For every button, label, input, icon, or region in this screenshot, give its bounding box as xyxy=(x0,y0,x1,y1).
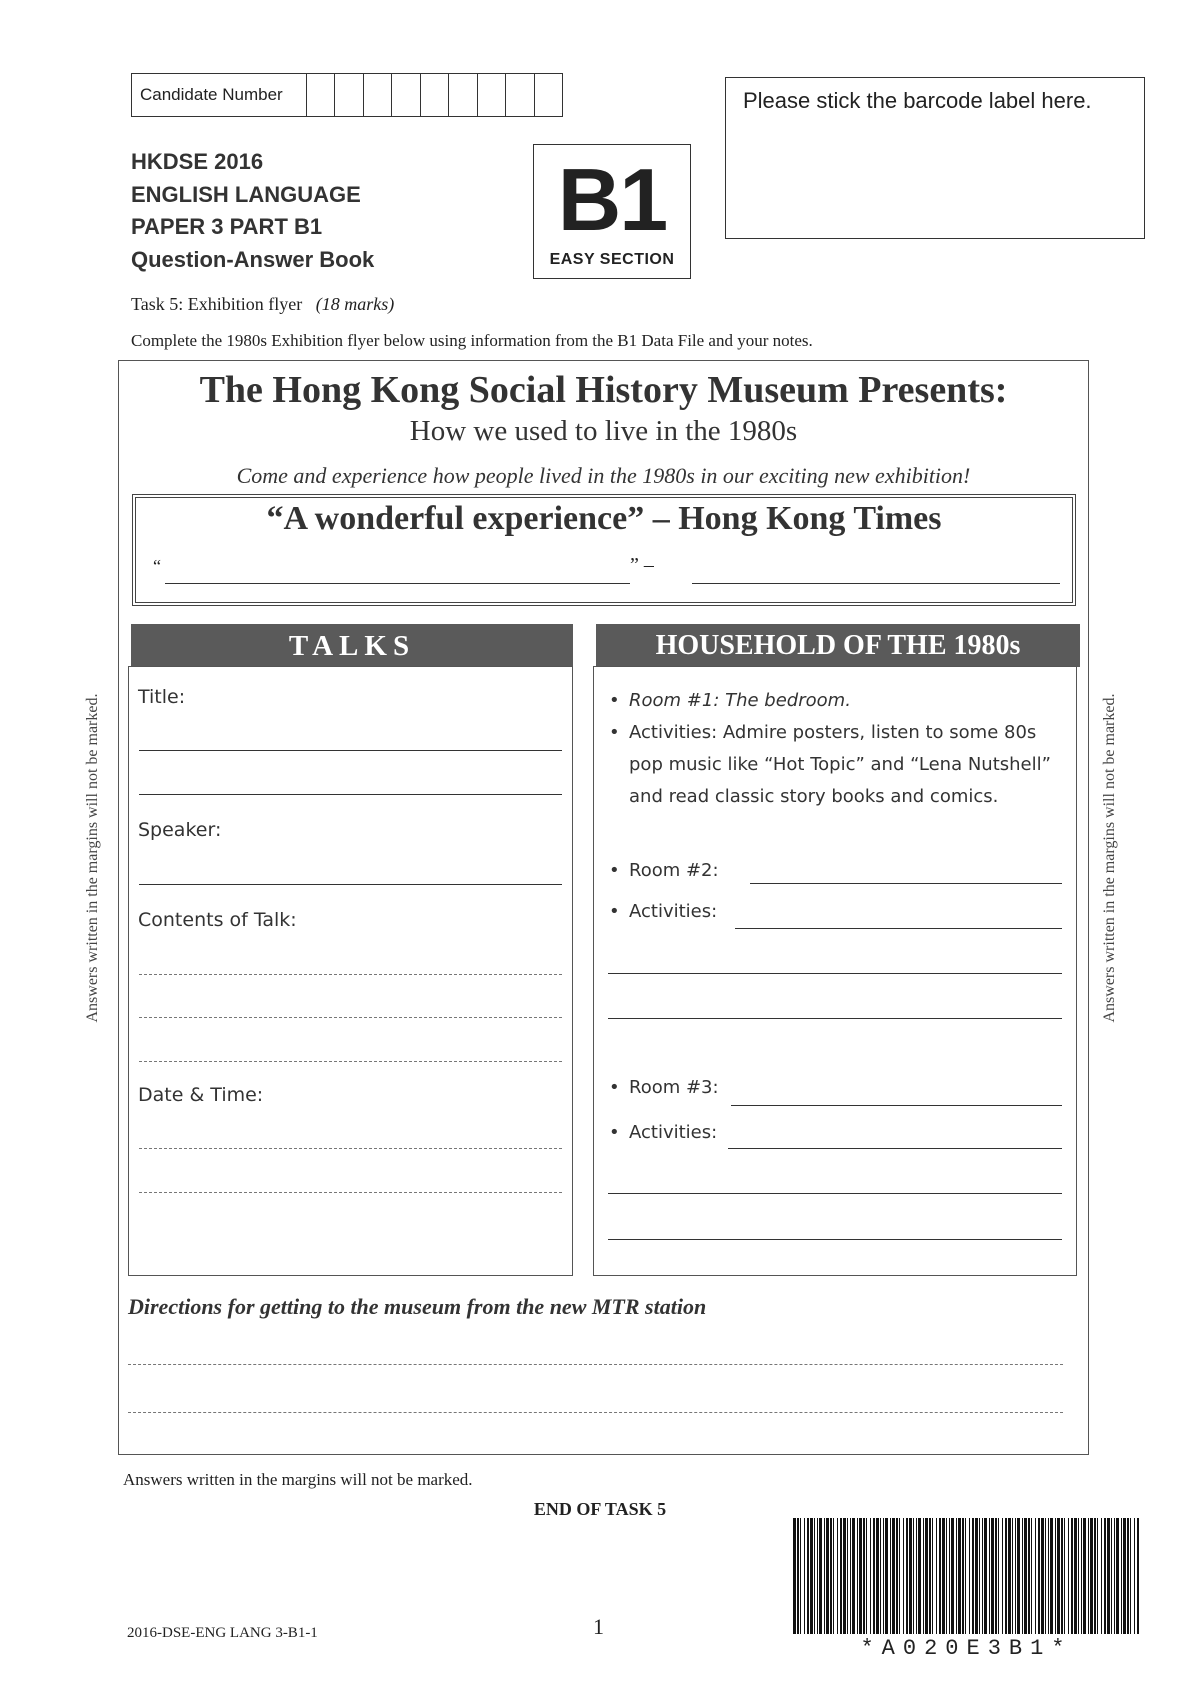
flyer-subtitle: How we used to live in the 1980s xyxy=(409,415,798,447)
room3-activities-answer-line[interactable] xyxy=(608,1193,1062,1194)
candidate-number-box xyxy=(131,73,563,117)
talk-contents-answer-line[interactable] xyxy=(139,974,562,975)
candidate-number-cell[interactable] xyxy=(392,74,420,116)
talks-box xyxy=(128,666,573,1276)
candidate-number-label: Candidate Number xyxy=(132,74,307,116)
exam-year: HKDSE 2016 xyxy=(131,149,264,174)
barcode-bar xyxy=(965,1518,966,1634)
talk-contents-answer-line[interactable] xyxy=(139,1017,562,1018)
household-heading: HOUSEHOLD OF THE 1980s xyxy=(596,624,1080,667)
barcode-bar xyxy=(824,1518,825,1634)
room1-activities-line3: and read classic story books and comics. xyxy=(629,786,999,807)
margin-note-left: Answers written in the margins will not be marked. xyxy=(84,693,101,1023)
barcode-bar xyxy=(896,1518,898,1634)
barcode-bar xyxy=(817,1518,818,1634)
barcode-bar xyxy=(873,1518,875,1634)
quote-close-mark: ” – xyxy=(630,554,654,576)
talk-speaker-label: Speaker: xyxy=(138,819,222,841)
barcode-bar xyxy=(800,1518,801,1634)
barcode-bar xyxy=(903,1518,904,1634)
end-of-task: END OF TASK 5 xyxy=(533,1499,667,1519)
section-code: B1 xyxy=(557,150,667,249)
barcode-bar xyxy=(913,1518,914,1634)
room1-activities-line1: • Activities: Admire posters, listen to some 80s xyxy=(629,717,1036,749)
room1-title: • Room #1: The bedroom. xyxy=(629,685,851,717)
barcode-bar xyxy=(946,1518,947,1634)
barcode-bar xyxy=(1134,1518,1135,1634)
barcode-image xyxy=(793,1518,1140,1634)
room2-activities-label: • Activities: xyxy=(629,896,717,928)
barcode-bar xyxy=(1116,1518,1119,1634)
barcode-bar xyxy=(942,1518,945,1634)
candidate-number-cell[interactable] xyxy=(478,74,506,116)
barcode-bar xyxy=(1127,1518,1129,1634)
barcode-bar xyxy=(925,1518,928,1634)
candidate-number-cell[interactable] xyxy=(506,74,534,116)
page-number: 1 xyxy=(593,1614,604,1639)
barcode-bar xyxy=(1111,1518,1112,1634)
barcode-bar xyxy=(866,1518,867,1634)
barcode-bar xyxy=(1068,1518,1069,1634)
candidate-number-cell[interactable] xyxy=(335,74,363,116)
room3-activities-answer-line[interactable] xyxy=(608,1239,1062,1240)
barcode-bar xyxy=(951,1518,954,1634)
barcode-bar xyxy=(1055,1518,1056,1634)
barcode-bar xyxy=(1107,1518,1110,1634)
barcode-bar xyxy=(840,1518,842,1634)
barcode-bar xyxy=(1061,1518,1063,1634)
margin-note-right: Answers written in the margins will not be marked. xyxy=(1101,693,1118,1023)
barcode-bar xyxy=(916,1518,917,1634)
task-title xyxy=(131,294,394,315)
barcode-bar xyxy=(837,1518,838,1634)
barcode-bar xyxy=(1041,1518,1044,1634)
task-marks: (18 marks) xyxy=(315,294,395,314)
barcode-bar xyxy=(1137,1518,1139,1634)
barcode-bar xyxy=(826,1518,829,1634)
barcode-bar xyxy=(956,1518,957,1634)
room2-activities-answer-line[interactable] xyxy=(608,973,1062,974)
barcode-bar xyxy=(1031,1518,1032,1634)
barcode-bar xyxy=(1130,1518,1131,1634)
barcode-bar xyxy=(1005,1518,1007,1634)
barcode-bar xyxy=(906,1518,908,1634)
directions-label: Directions for getting to the museum from the new MTR station xyxy=(128,1294,707,1319)
talk-date-answer-line[interactable] xyxy=(139,1192,562,1193)
directions-answer-line[interactable] xyxy=(128,1364,1063,1365)
room3-activities-label: • Activities: xyxy=(629,1117,717,1149)
room3-answer-line[interactable] xyxy=(731,1105,1062,1106)
candidate-number-cell[interactable] xyxy=(307,74,335,116)
flyer-tagline: Come and experience how people lived in the 1980s in our exciting new exhibition! xyxy=(236,463,971,488)
barcode-bar xyxy=(1097,1518,1098,1634)
barcode-bar xyxy=(932,1518,933,1634)
barcode-bar xyxy=(949,1518,950,1634)
barcode-bar xyxy=(863,1518,865,1634)
barcode-bar xyxy=(833,1518,834,1634)
barcode-bar xyxy=(1024,1518,1027,1634)
barcode-bar xyxy=(876,1518,879,1634)
room3-label: • Room #3: xyxy=(629,1072,719,1104)
barcode-bar xyxy=(1064,1518,1065,1634)
exam-paper: PAPER 3 PART B1 xyxy=(131,214,323,239)
barcode-bar xyxy=(1028,1518,1030,1634)
candidate-number-cell[interactable] xyxy=(421,74,449,116)
barcode-bar xyxy=(1057,1518,1060,1634)
barcode-bar xyxy=(852,1518,855,1634)
paper-code: 2016-DSE-ENG LANG 3-B1-1 xyxy=(127,1625,318,1641)
candidate-number-cell[interactable] xyxy=(449,74,477,116)
barcode-bar xyxy=(1088,1518,1089,1634)
barcode-bar xyxy=(1048,1518,1049,1634)
barcode-bar xyxy=(804,1518,805,1634)
talk-date-label: Date & Time: xyxy=(138,1084,264,1106)
barcode-bar xyxy=(1015,1518,1016,1634)
talk-speaker-answer-line[interactable] xyxy=(139,884,562,885)
talk-contents-answer-line[interactable] xyxy=(139,1061,562,1062)
barcode-bar xyxy=(969,1518,970,1634)
barcode-bar xyxy=(1002,1518,1003,1634)
exam-subject: ENGLISH LANGUAGE xyxy=(131,181,361,207)
barcode-bar xyxy=(989,1518,990,1634)
barcode-bar xyxy=(814,1518,815,1634)
barcode-number: *A020E3B1* xyxy=(860,1636,1073,1661)
barcode-bar xyxy=(1094,1518,1096,1634)
quote-source-answer-line[interactable] xyxy=(692,583,1060,584)
barcode-bar xyxy=(885,1518,888,1634)
barcode-bar xyxy=(1035,1518,1036,1634)
barcode-bar xyxy=(797,1518,799,1634)
margin-warning: Answers written in the margins will not be marked. xyxy=(123,1470,473,1489)
barcode-bar xyxy=(1121,1518,1122,1634)
talk-date-answer-line[interactable] xyxy=(139,1148,562,1149)
barcode-bar xyxy=(850,1518,851,1634)
barcode-bar xyxy=(984,1518,987,1634)
quote-answer-line[interactable] xyxy=(165,583,630,584)
barcode-bar xyxy=(909,1518,912,1634)
barcode-bar xyxy=(1074,1518,1077,1634)
barcode-bar xyxy=(998,1518,999,1634)
barcode-label-text: Please stick the barcode label here. xyxy=(743,88,1092,113)
barcode-bar xyxy=(843,1518,846,1634)
barcode-bar xyxy=(958,1518,961,1634)
candidate-number-cell[interactable] xyxy=(535,74,562,116)
barcode-bar xyxy=(1017,1518,1020,1634)
barcode-bar xyxy=(830,1518,832,1634)
talk-contents-label: Contents of Talk: xyxy=(138,909,297,931)
barcode-bar xyxy=(923,1518,924,1634)
barcode-bar xyxy=(995,1518,997,1634)
flyer-title: The Hong Kong Social History Museum Presents: xyxy=(199,369,1008,411)
barcode-bar xyxy=(1008,1518,1011,1634)
barcode-bar xyxy=(1083,1518,1086,1634)
exam-info xyxy=(131,146,374,276)
barcode-bar xyxy=(936,1518,937,1634)
room2-label: • Room #2: xyxy=(629,855,719,887)
task-instruction: Complete the 1980s Exhibition flyer below using information from the B1 Data File and your notes. xyxy=(131,331,813,350)
barcode-bar xyxy=(962,1518,964,1634)
talk-title-label: Title: xyxy=(138,686,186,708)
room2-activities-answer-line[interactable] xyxy=(735,928,1062,929)
barcode-bar xyxy=(1078,1518,1079,1634)
barcode-bar xyxy=(1071,1518,1073,1634)
barcode-bar xyxy=(810,1518,813,1634)
barcode-bar xyxy=(939,1518,941,1634)
barcode-bar xyxy=(1022,1518,1023,1634)
talk-title-answer-line[interactable] xyxy=(139,750,562,751)
barcode-bar xyxy=(870,1518,871,1634)
barcode-bar xyxy=(890,1518,891,1634)
barcode-bar xyxy=(929,1518,931,1634)
section-badge xyxy=(533,144,691,279)
room1-activities-line2: pop music like “Hot Topic” and “Lena Nutshell” xyxy=(629,754,1051,775)
barcode-bar xyxy=(899,1518,900,1634)
barcode-label-box xyxy=(725,77,1145,239)
barcode-bar xyxy=(1104,1518,1106,1634)
barcode-bar xyxy=(1114,1518,1115,1634)
barcode-bar xyxy=(883,1518,884,1634)
barcode-bar xyxy=(847,1518,848,1634)
barcode-bar xyxy=(1101,1518,1102,1634)
barcode-bar xyxy=(972,1518,974,1634)
barcode-bar xyxy=(1038,1518,1040,1634)
barcode-bar xyxy=(807,1518,809,1634)
barcode-bar xyxy=(1090,1518,1093,1634)
barcode-bar xyxy=(859,1518,862,1634)
candidate-number-cell[interactable] xyxy=(364,74,392,116)
barcode-bar xyxy=(1012,1518,1013,1634)
talks-heading: TALKS xyxy=(131,624,573,667)
barcode-bar xyxy=(1081,1518,1082,1634)
barcode-bar xyxy=(857,1518,858,1634)
barcode-bar xyxy=(793,1518,796,1634)
barcode-bar xyxy=(982,1518,983,1634)
task-title-text: Task 5: Exhibition flyer xyxy=(131,294,303,314)
barcode-bar xyxy=(991,1518,994,1634)
talk-title-answer-line[interactable] xyxy=(139,794,562,795)
barcode-bar xyxy=(1045,1518,1046,1634)
directions-answer-line[interactable] xyxy=(128,1412,1063,1413)
section-name: EASY SECTION xyxy=(549,251,675,268)
barcode-bar xyxy=(819,1518,822,1634)
room3-activities-answer-line[interactable] xyxy=(728,1148,1062,1149)
room2-activities-answer-line[interactable] xyxy=(608,1018,1062,1019)
review-quote: “A wonderful experience” – Hong Kong Times xyxy=(266,500,942,537)
barcode-bar xyxy=(979,1518,980,1634)
barcode-bar xyxy=(880,1518,881,1634)
barcode-bar xyxy=(975,1518,978,1634)
barcode-bar xyxy=(892,1518,895,1634)
quote-open-mark: “ xyxy=(153,556,161,576)
barcode-bar xyxy=(1123,1518,1126,1634)
exam-book-type: Question-Answer Book xyxy=(131,246,375,272)
barcode-bar xyxy=(1050,1518,1053,1634)
barcode-bar xyxy=(918,1518,921,1634)
room2-answer-line[interactable] xyxy=(750,883,1062,884)
